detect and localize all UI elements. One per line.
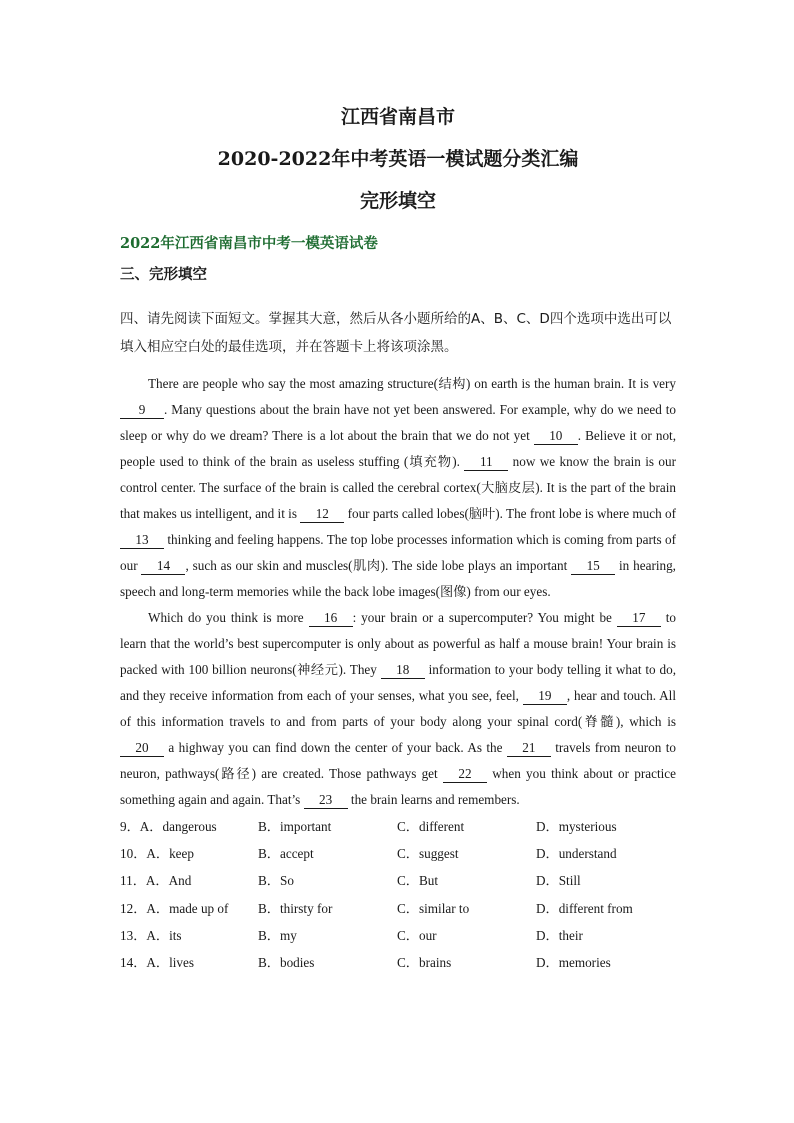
- blank-14: 14: [141, 558, 185, 575]
- option-a[interactable]: [120, 949, 258, 976]
- option-d[interactable]: D．different from: [536, 900, 633, 916]
- option-d[interactable]: D．memories: [536, 955, 611, 971]
- blank-21: 21: [507, 740, 551, 757]
- blank-13: 13: [120, 532, 164, 549]
- passage-text: . Believe it or not, people used to think of the brain as useless stuffing (填充物).: [120, 428, 676, 469]
- passage-text: thinking and feeling happens. The top lobe processes information which is coming from parts of our: [120, 532, 676, 573]
- question-row: [120, 895, 676, 922]
- option-c[interactable]: C．different: [397, 819, 465, 834]
- blank-12: 12: [300, 506, 344, 523]
- option-a-label: A．keep: [146, 846, 194, 862]
- option-d[interactable]: D．understand: [536, 846, 617, 862]
- option-b[interactable]: B．my: [258, 927, 297, 943]
- option-d[interactable]: D．mysterious: [536, 819, 617, 834]
- answer-options: [120, 813, 676, 976]
- blank-10: 10: [534, 428, 578, 445]
- question-row: [120, 840, 676, 867]
- blank-20: 20: [120, 740, 164, 757]
- blank-23: 23: [304, 792, 348, 809]
- passage-paragraph-1: [120, 371, 676, 605]
- question-number: 11．: [120, 873, 146, 889]
- option-a[interactable]: [120, 922, 258, 949]
- blank-16: 16: [309, 610, 353, 627]
- passage-text: a highway you can find down the center of your back. As the: [164, 740, 507, 755]
- passage-text: four parts called lobes(脑叶). The front lobe is where much of: [344, 506, 677, 521]
- blank-9: 9: [120, 402, 164, 419]
- option-c[interactable]: C．brains: [397, 955, 452, 971]
- passage-text: , such as our skin and muscles(肌肉). The side lobe plays an important: [185, 558, 572, 573]
- blank-18: 18: [381, 662, 425, 679]
- passage-text: in hearing, speech and long-term memories while the back lobe images(图像) from our eyes.: [120, 558, 676, 599]
- passage-text: There are people who say the most amazing structure(结构) on earth is the human brain. It is very: [148, 376, 676, 391]
- passage-text: , hear and touch. All of this information travels to and from parts of your body along your spinal cord(脊髓), which is: [120, 688, 677, 729]
- passage-text: travels from neuron to neuron, pathways(路径) are created. Those pathways get: [120, 740, 677, 781]
- passage-paragraph-2: [120, 605, 676, 813]
- title-collection: 2020-2022年中考英语一模试题分类汇编: [217, 148, 579, 170]
- option-c[interactable]: C．But: [397, 873, 439, 889]
- blank-11: 11: [464, 454, 508, 471]
- option-d[interactable]: D．Still: [536, 873, 581, 889]
- passage-text: now we know the brain is our control center. The surface of the brain is called the cerebral cortex(大脑皮层). It is the part of the brain that makes us intelligent, and it is: [120, 454, 676, 521]
- part-heading: 三、完形填空: [120, 266, 207, 283]
- option-a[interactable]: [120, 895, 258, 922]
- instruction-text: 四、请先阅读下面短文。掌握其大意，然后从各小题所给的A、B、C、D四个选项中选出可以填入相应空白处的最佳选项，并在答题卡上将该项涂黑。: [120, 311, 672, 355]
- option-c[interactable]: C．our: [397, 927, 437, 943]
- question-row: [120, 813, 676, 840]
- question-number: 10．: [120, 846, 147, 862]
- blank-19: 19: [523, 688, 567, 705]
- option-b[interactable]: B．important: [258, 819, 332, 834]
- option-a[interactable]: [120, 813, 258, 840]
- passage-text: information to your body telling it what to do, and they receive information from each of your senses, what you see, feel,: [120, 662, 676, 703]
- passage-text: : your brain or a supercomputer? You might be: [352, 610, 617, 625]
- blank-17: 17: [617, 610, 661, 627]
- question-number: 14．: [120, 955, 147, 971]
- question-number: 12．: [120, 900, 147, 916]
- option-b[interactable]: B．thirsty for: [258, 900, 333, 916]
- passage-text: when you think about or practice something again and again. That’s: [120, 766, 676, 807]
- passage-text: the brain learns and remembers.: [347, 792, 520, 807]
- option-b[interactable]: B．So: [258, 873, 294, 889]
- option-a[interactable]: [120, 867, 258, 894]
- question-row: [120, 949, 676, 976]
- question-row: [120, 922, 676, 949]
- option-a-label: A．made up of: [146, 900, 229, 916]
- passage-text: to learn that the world’s best supercomputer is only about as powerful as half a mouse brain! Your brain is packed with 100 billion neurons(神经元). They: [120, 610, 676, 677]
- exam-title: 2022年江西省南昌市中考一模英语试卷: [120, 235, 378, 252]
- option-a-label: A．its: [146, 927, 182, 943]
- option-a-label: A．And: [145, 873, 192, 889]
- option-c[interactable]: C．suggest: [397, 846, 459, 862]
- option-b[interactable]: B．bodies: [258, 955, 315, 971]
- option-a[interactable]: [120, 840, 258, 867]
- option-d[interactable]: D．their: [536, 927, 583, 943]
- option-a-label: A．lives: [146, 955, 194, 971]
- option-b[interactable]: B．accept: [258, 846, 314, 862]
- option-a-label: A．dangerous: [139, 819, 217, 834]
- question-number: 13．: [120, 927, 147, 943]
- question-number: 9．: [120, 819, 140, 834]
- passage-text: Which do you think is more: [148, 610, 309, 625]
- blank-15: 15: [571, 558, 615, 575]
- question-row: [120, 867, 676, 894]
- passage-text: . Many questions about the brain have not yet been answered. For example, why do we need to sleep or why do we dream? There is a lot about the brain that we do not yet: [120, 402, 676, 443]
- title-city: 江西省南昌市: [340, 106, 455, 128]
- blank-22: 22: [443, 766, 487, 783]
- option-c[interactable]: C．similar to: [397, 900, 470, 916]
- title-topic: 完形填空: [359, 190, 436, 212]
